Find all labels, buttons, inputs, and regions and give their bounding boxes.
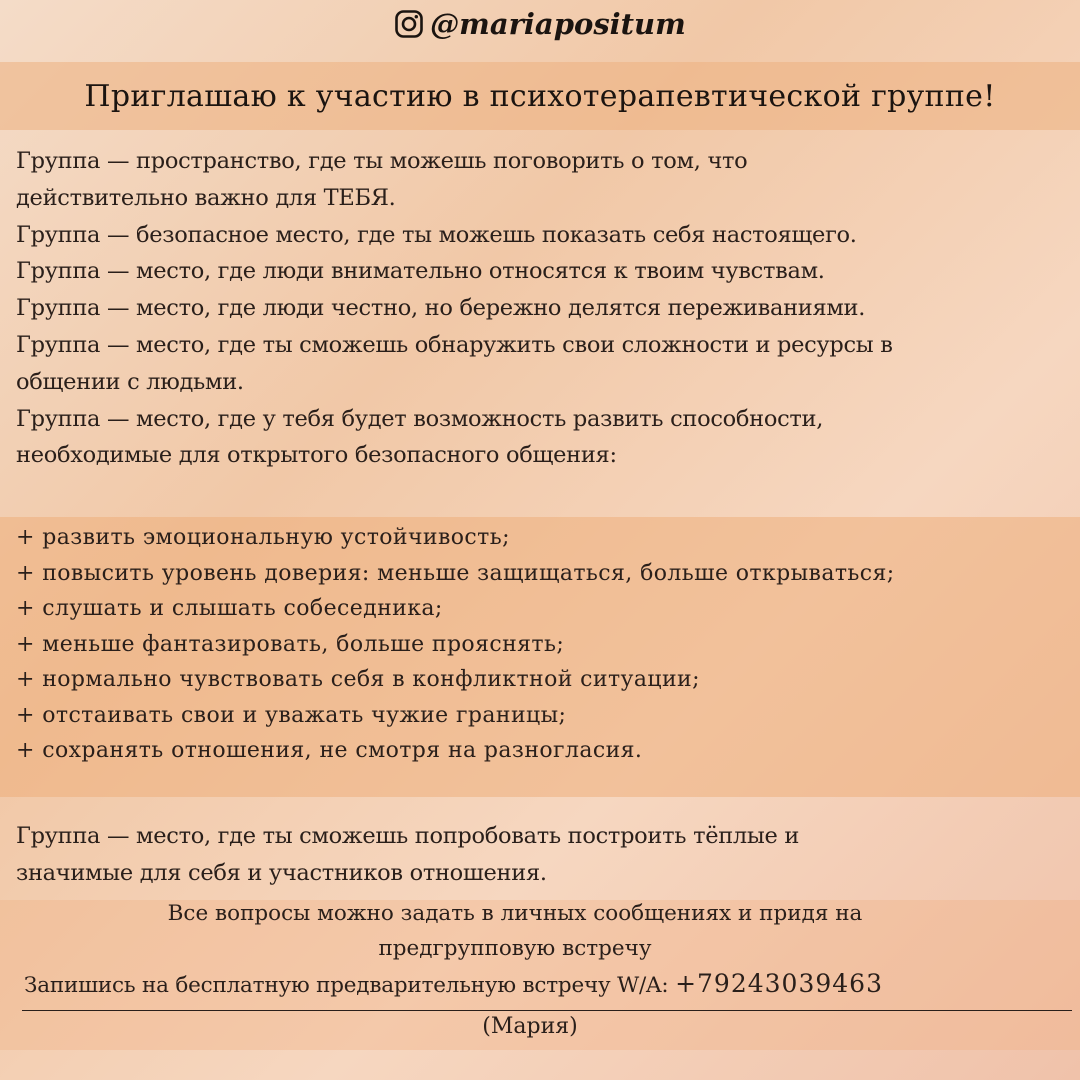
list-item: + меньше фантазировать, больше прояснять; xyxy=(16,631,565,657)
intro-line: Группа — место, где люди честно, но бережно делятся переживаниями. xyxy=(16,295,866,322)
signup-text: Запишись на бесплатную предварительную встречу W/A: xyxy=(24,973,676,998)
intro-line: Группа — место, где ты сможешь обнаружить свои сложности и ресурсы в xyxy=(16,331,893,358)
page-title: Приглашаю к участию в психотерапевтической группе! xyxy=(84,78,996,114)
list-item: + отстаивать свои и уважать чужие границы; xyxy=(16,702,567,728)
intro-line: Группа — пространство, где ты можешь поговорить о том, что xyxy=(16,148,748,174)
benefits-list xyxy=(16,520,1066,769)
list-item: + сохранять отношения, не смотря на разногласия. xyxy=(16,738,643,763)
questions-line: предгрупповую встречу xyxy=(378,936,652,961)
handle-text: @mariapositum xyxy=(430,7,686,41)
list-item: + развить эмоциональную устойчивость; xyxy=(16,525,510,550)
intro-text xyxy=(16,143,1066,474)
phone-number[interactable]: +79243039463 xyxy=(675,969,883,998)
contact-name: (Мария) xyxy=(482,1014,578,1039)
intro-line: действительно важно для ТЕБЯ. xyxy=(16,184,396,211)
intro-line: Группа — место, где у тебя будет возможность развить способности, xyxy=(16,405,824,432)
list-item: + нормально чувствовать себя в конфликтной ситуации; xyxy=(16,667,700,692)
intro-line: Группа — безопасное место, где ты можешь показать себя настоящего. xyxy=(16,221,857,248)
list-item: + повысить уровень доверия: меньше защищаться, больше открываться; xyxy=(16,560,895,586)
intro-line: необходимые для открытого безопасного общения: xyxy=(16,442,617,469)
closing-line: Группа — место, где ты сможешь попробовать построить тёплые и xyxy=(16,823,800,849)
instagram-icon xyxy=(394,9,424,39)
list-item: + слушать и слышать собеседника; xyxy=(16,596,443,621)
questions-line: Все вопросы можно задать в личных сообщениях и придя на xyxy=(167,901,863,926)
footer xyxy=(20,896,1070,1003)
intro-line: Группа — место, где люди внимательно относятся к твоим чувствам. xyxy=(16,258,825,285)
intro-line: общении с людьми. xyxy=(16,368,244,395)
closing-line: значимые для себя и участников отношения. xyxy=(16,859,547,886)
signup-line xyxy=(20,966,1070,1003)
instagram-handle[interactable] xyxy=(0,4,1080,44)
closing-text xyxy=(16,818,1066,892)
